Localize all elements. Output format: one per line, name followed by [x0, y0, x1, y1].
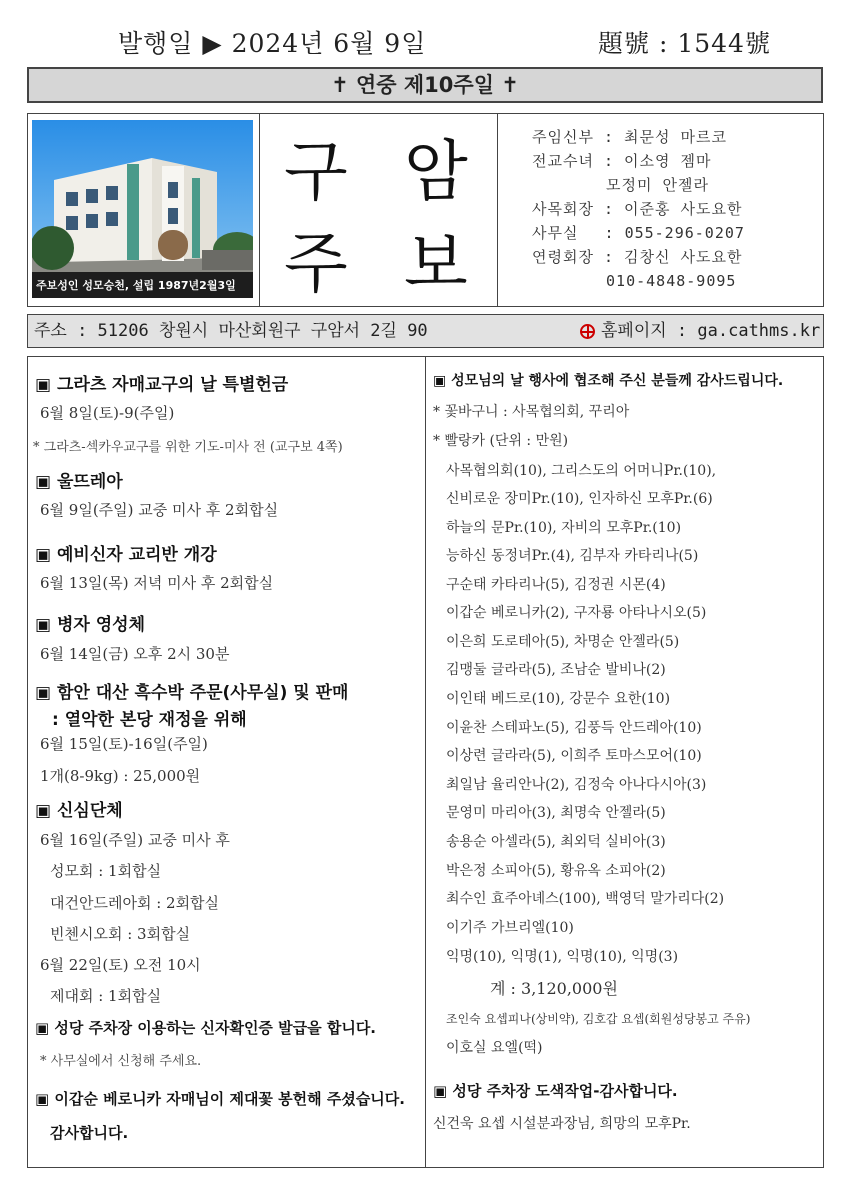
donor-line: 구순태 카타리나(5), 김정권 시몬(4): [446, 577, 666, 593]
section-title: ▣ 성당 주차장 도색작업-감사합니다.: [433, 1082, 678, 1100]
staff-line: 사목회장 : 이준홍 사도요한: [532, 200, 743, 218]
section-title: ▣ 이갑순 베로니카 자매님이 제대꽃 봉헌해 주셨습니다.: [35, 1090, 405, 1108]
section-subtitle: : 열악한 본당 재정을 위해: [35, 710, 247, 730]
donor-line: 이은희 도로테아(5), 차명순 안젤라(5): [446, 634, 680, 650]
address-text: 주소 : 51206 창원시 마산회원구 구암서 2길 90: [34, 321, 428, 341]
title-char: 구: [284, 133, 348, 210]
donor-line: 박은정 소피아(5), 황유옥 소피아(2): [446, 863, 666, 879]
issue-date: 발행일 ▶ 2024년 6월 9일: [118, 29, 427, 58]
donor-line: 문영미 마리아(3), 최명숙 안젤라(5): [446, 805, 666, 821]
homepage[interactable]: [580, 315, 820, 347]
donor-line: 최일남 율리안나(2), 김정숙 아나다시아(3): [446, 777, 707, 793]
staff-line: 모정미 안젤라: [532, 176, 710, 194]
donor-line: 이윤찬 스테파노(5), 김풍득 안드레아(10): [446, 720, 702, 736]
donor-line: 최수인 효주아녜스(100), 백영덕 말가리다(2): [446, 891, 725, 907]
masthead-divider: [259, 113, 260, 307]
sunday-title: ✝ 연중 제10주일 ✝: [27, 67, 823, 103]
staff-line: 전교수녀 : 이소영 젬마: [532, 152, 712, 170]
donor-line: 하늘의 문Pr.(10), 자비의 모후Pr.(10): [446, 520, 682, 536]
staff-line: 주임신부 : 최문성 마르코: [532, 128, 728, 146]
palanca-line: * 빨랑카 (단위 : 만원): [433, 433, 569, 449]
section-title: ▣ 성당 주차장 이용하는 신자확인증 발급을 합니다.: [35, 1019, 377, 1037]
section-title: ▣ 그라츠 자매교구의 날 특별헌금: [35, 375, 289, 395]
donor-line: 익명(10), 익명(1), 익명(10), 익명(3): [446, 949, 679, 965]
donor-line: 능하신 동정녀Pr.(4), 김부자 카타리나(5): [446, 548, 699, 564]
title-char: 보: [404, 225, 468, 302]
donor-line: 이상련 글라라(5), 이희주 토마스모어(10): [446, 748, 702, 764]
donor-line: 이갑순 베로니카(2), 구자룡 아타나시오(5): [446, 605, 707, 621]
donor-line: 송용순 아셀라(5), 최외덕 실비아(3): [446, 834, 666, 850]
address-bar: [27, 314, 824, 348]
staff-line: 연령회장 : 김창신 사도요한: [532, 248, 743, 266]
section-title: ▣ 함안 대산 흑수박 주문(사무실) 및 판매: [35, 683, 349, 703]
masthead-divider: [497, 113, 498, 307]
section-text: 6월 13일(목) 저녁 미사 후 2회합실: [40, 574, 274, 592]
section-text: 6월 8일(토)-9(주일): [40, 404, 175, 422]
section-note: * 사무실에서 신청해 주세요.: [40, 1054, 202, 1069]
column-divider: [425, 356, 426, 1168]
section-title: ▣ 예비신자 교리반 개강: [35, 545, 217, 565]
globe-icon: [580, 324, 595, 339]
donor-line: 이인태 베드로(10), 강문수 요한(10): [446, 691, 671, 707]
photo-caption: 주보성인 성모승천, 설립 1987년2월3일: [36, 279, 236, 292]
section-text: 1개(8-9kg) : 25,000원: [40, 767, 201, 785]
section-text: 성모회 : 1회합실: [50, 862, 162, 880]
section-text: 제대회 : 1회합실: [50, 987, 162, 1005]
section-title: ▣ 병자 영성체: [35, 615, 146, 635]
section-title: ▣ 성모님의 날 행사에 협조해 주신 분들께 감사드립니다.: [433, 373, 784, 389]
issue-number: 題號 : 1544號: [598, 29, 771, 58]
staff-line: 010-4848-9095: [532, 272, 737, 290]
section-text: 대건안드레아회 : 2회합실: [50, 894, 220, 912]
section-text: 감사합니다.: [50, 1124, 129, 1142]
section-text: 6월 14일(금) 오후 2시 30분: [40, 645, 230, 663]
donor-line: 신비로운 장미Pr.(10), 인자하신 모후Pr.(6): [446, 491, 713, 507]
section-text: 6월 9일(주일) 교중 미사 후 2회합실: [40, 501, 279, 519]
flower-basket-line: * 꽃바구니 : 사목협의회, 꾸리아: [433, 404, 630, 420]
church-photo: [32, 120, 253, 298]
donor-line: 사목협의회(10), 그리스도의 어머니Pr.(10),: [446, 463, 717, 479]
section-note: * 그라츠-섹카우교구를 위한 기도-미사 전 (교구보 4쪽): [33, 440, 343, 455]
section-text: 6월 16일(주일) 교중 미사 후: [40, 831, 230, 849]
section-title: ▣ 울뜨레아: [35, 472, 123, 492]
section-text: 신건욱 요셉 시설분과장님, 희망의 모후Pr.: [433, 1116, 691, 1132]
extra-donor-line: 조인숙 요셉피나(상비약), 김호갑 요셉(회원성당봉고 주유): [446, 1012, 751, 1026]
section-text: 빈첸시오회 : 3회합실: [50, 925, 191, 943]
section-text: 6월 22일(토) 오전 10시: [40, 956, 201, 974]
homepage-text: 홈페이지 : ga.cathms.kr: [601, 321, 821, 341]
staff-line: 사무실 : 055-296-0207: [532, 224, 745, 242]
title-char: 암: [404, 133, 468, 210]
title-char: 주: [284, 225, 348, 302]
donor-line: 김맹둘 글라라(5), 조남순 발비나(2): [446, 662, 666, 678]
extra-donor-line: 이호실 요엘(떡): [446, 1040, 543, 1056]
section-text: 6월 15일(토)-16일(주일): [40, 735, 208, 753]
donation-total: 계 : 3,120,000원: [490, 979, 618, 998]
donor-line: 이기주 가브리엘(10): [446, 920, 574, 936]
section-title: ▣ 신심단체: [35, 801, 123, 821]
